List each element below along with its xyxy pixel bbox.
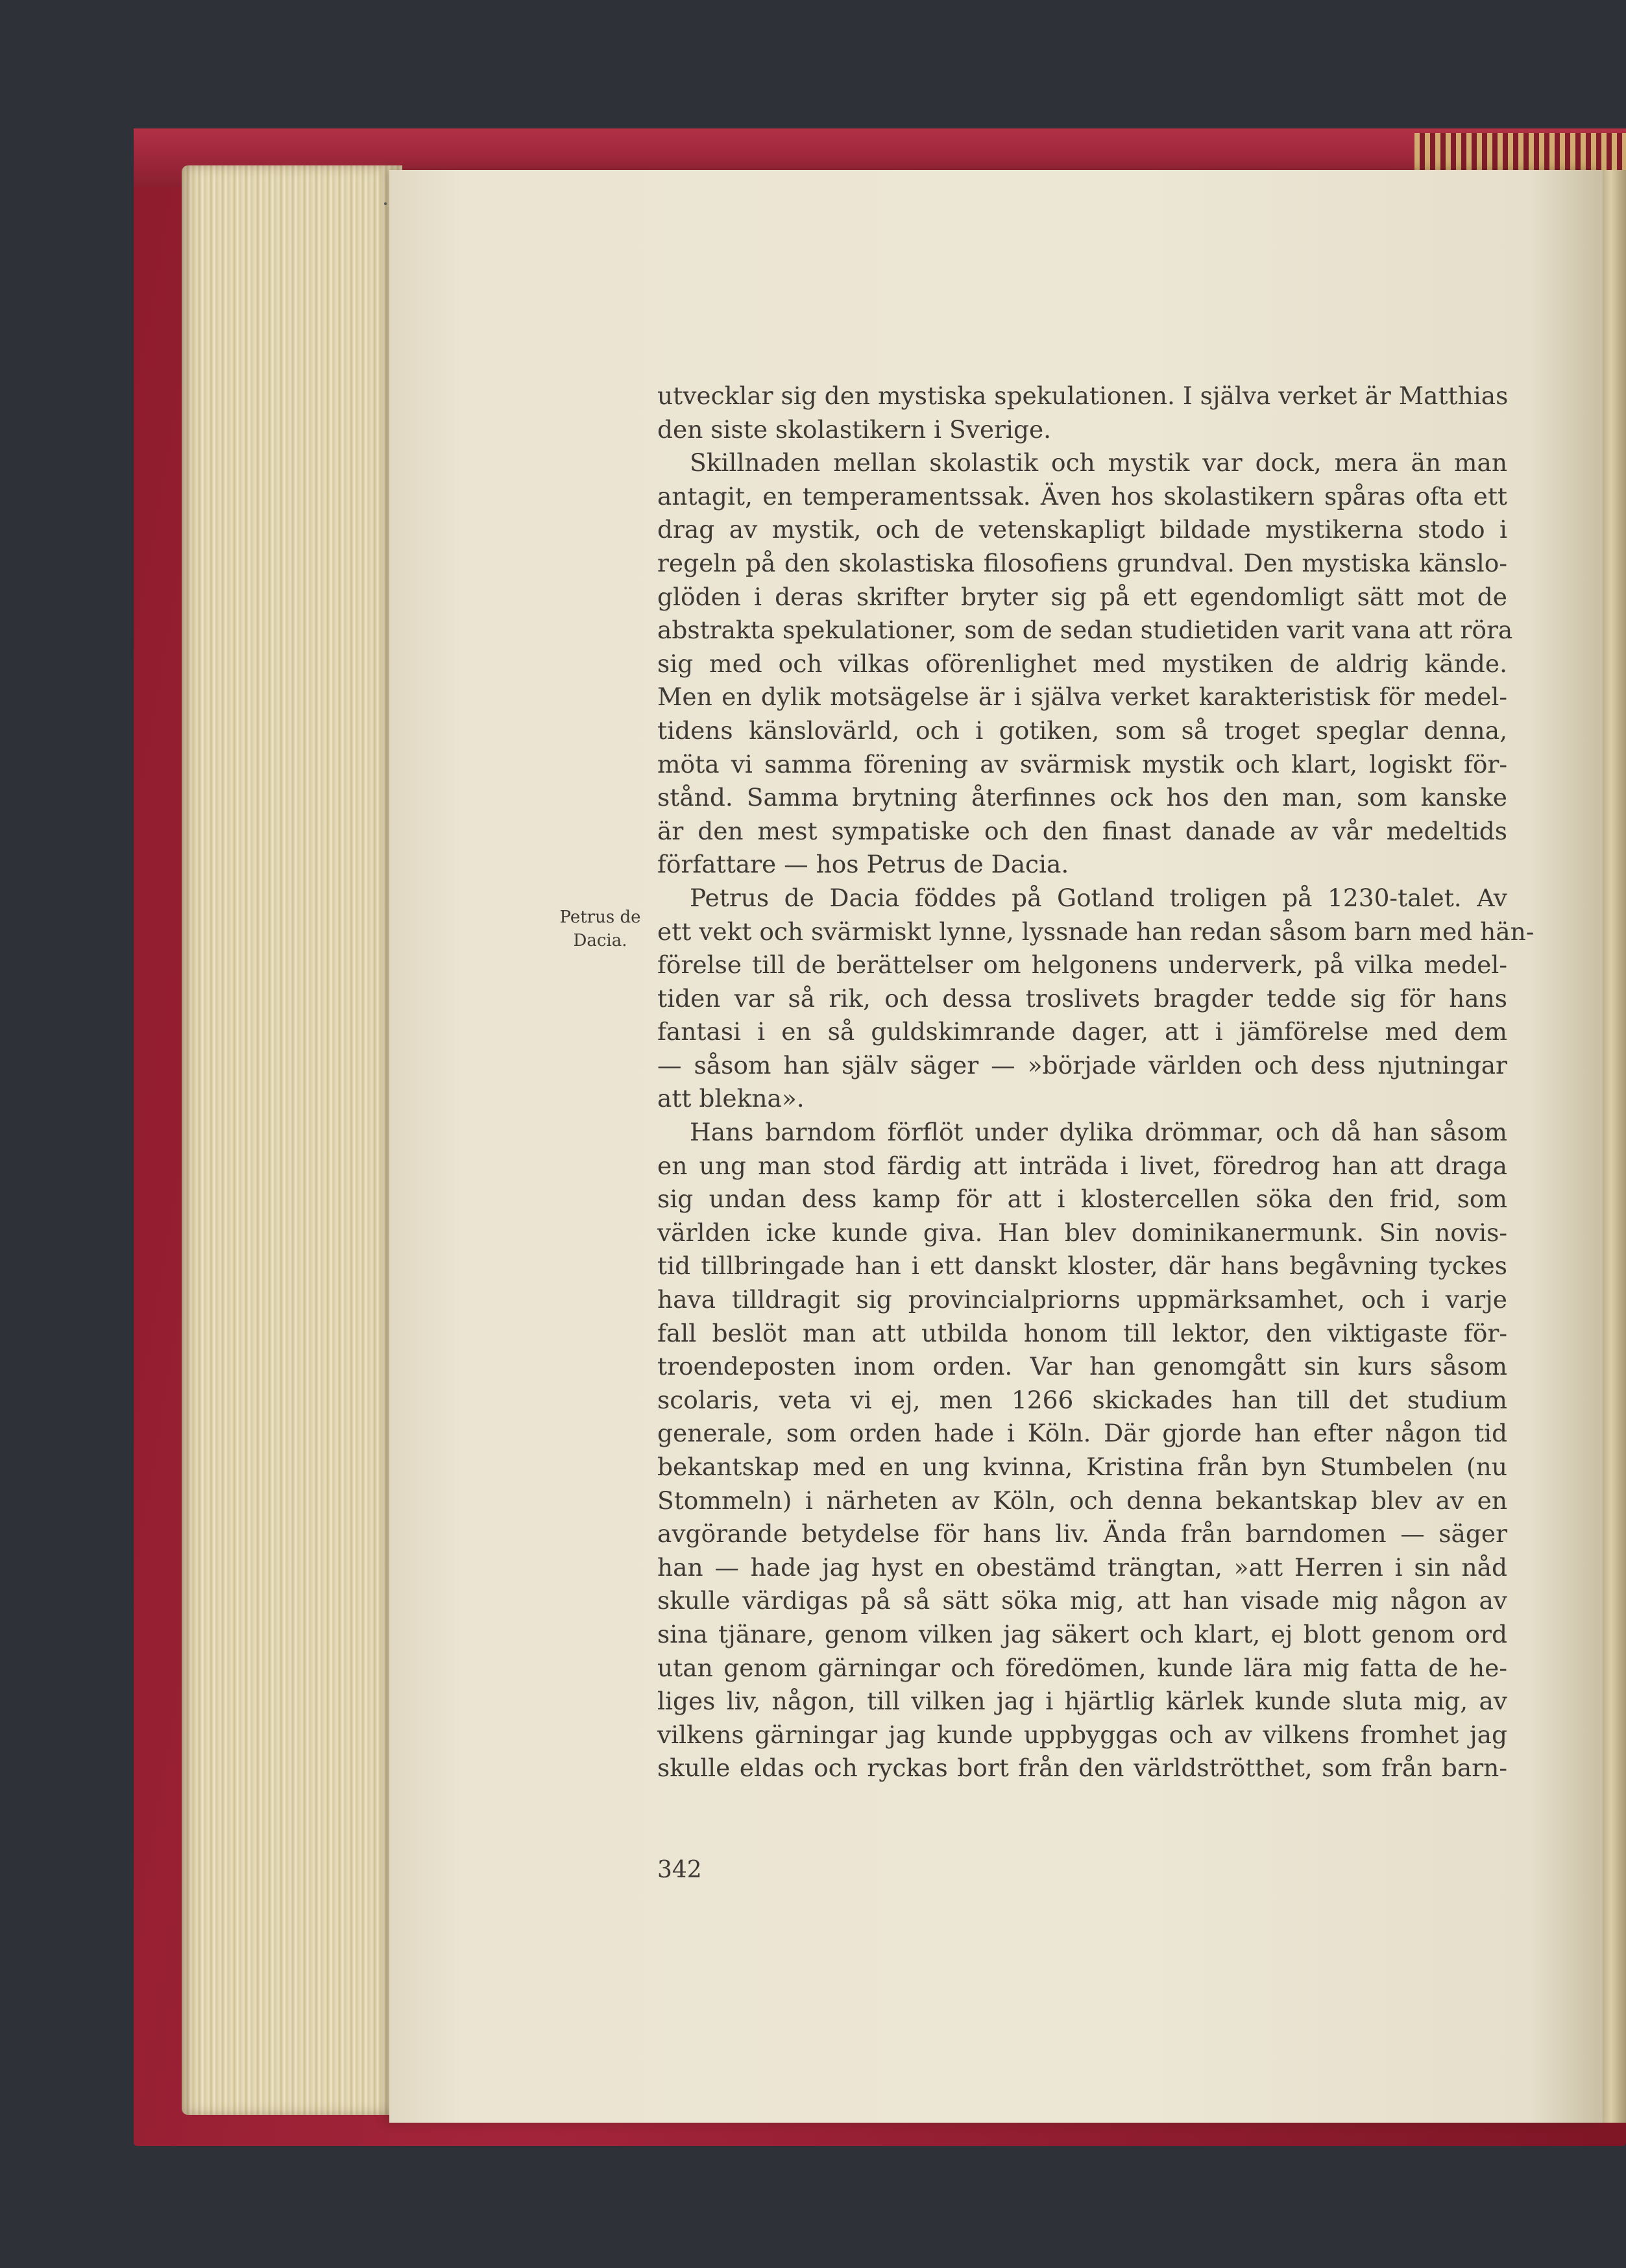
text-line: han — hade jag hyst en obestämd trängtan, »att Herren i sin nåd [657, 1552, 1507, 1582]
text-line: Petrus de Dacia föddes på Gotland troligen på 1230-talet. Av [690, 883, 1507, 912]
text-line: Hans barndom förflöt under dylika drömmar, och då han såsom [690, 1118, 1507, 1147]
text-line: tid tillbringade han i ett danskt kloster, där hans begåvning tyckes [657, 1251, 1507, 1281]
text-line: hava tilldragit sig provincialpriorns uppmärksamhet, och i varje [657, 1285, 1507, 1314]
text-line: en ung man stod färdig att inträda i livet, föredrog han att draga [657, 1151, 1507, 1180]
margin-note-line: Dacia. [573, 931, 627, 950]
page-stack [182, 165, 402, 2115]
text-line: fall beslöt man att utbilda honom till lektor, den viktigaste för- [657, 1318, 1507, 1347]
margin-note [545, 906, 655, 952]
text-line: troendeposten inom orden. Var han genomgått sin kurs såsom [657, 1352, 1507, 1381]
text-line: regeln på den skolastiska filosofiens grundval. Den mystiska känslo- [657, 548, 1507, 577]
text-line: möta vi samma förening av svärmisk mystik och klart, logiskt för- [657, 749, 1507, 778]
text-line: generale, som orden hade i Köln. Där gjorde han efter någon tid [657, 1419, 1507, 1448]
text-line: författare — hos Petrus de Dacia. [657, 850, 1069, 879]
text-line: världen icke kunde giva. Han blev dominikanermunk. Sin novis- [657, 1218, 1507, 1247]
text-line: fantasi i en så guldskimrande dager, att i jämförelse med dem [657, 1017, 1507, 1046]
text-line: abstrakta spekulationer, som de sedan studietiden varit vana att röra [657, 616, 1513, 645]
body-text [657, 380, 1535, 1785]
text-line: — såsom han själv säger — »började världen och dess njutningar [657, 1050, 1507, 1080]
text-line: liges liv, någon, till vilken jag i hjärtlig kärlek kunde sluta mig, av [657, 1687, 1507, 1716]
text-line: att blekna». [657, 1084, 805, 1113]
text-line: ett vekt och svärmiskt lynne, lyssnade han redan såsom barn med hän- [657, 917, 1535, 946]
text-line: Stommeln) i närheten av Köln, och denna bekantskap blev av en [657, 1486, 1507, 1515]
text-line: utvecklar sig den mystiska spekulationen. I själva verket är Matthias [657, 381, 1509, 410]
page-mark [384, 202, 387, 205]
text-line: skulle eldas och ryckas bort från den världströtthet, som från barn- [657, 1754, 1507, 1783]
text-line: antagit, en temperamentssak. Även hos skolastikern spåras ofta ett [657, 481, 1507, 511]
text-line: Skillnaden mellan skolastik och mystik var dock, mera än man [690, 448, 1507, 477]
text-line: sig undan dess kamp för att i klostercellen söka den frid, som [657, 1185, 1507, 1214]
text-line: scolaris, veta vi ej, men 1266 skickades han till det studium [657, 1385, 1507, 1414]
text-line: tiden var så rik, och dessa troslivets bragder tedde sig för hans [657, 983, 1507, 1013]
text-line: stånd. Samma brytning återfinnes ock hos den man, som kanske [657, 783, 1507, 812]
text-line: den siste skolastikern i Sverige. [657, 415, 1052, 444]
text-line: utan genom gärningar och föredömen, kunde lära mig fatta de he- [657, 1653, 1507, 1682]
page-number: 342 [657, 1857, 702, 1883]
text-line: vilkens gärningar jag kunde uppbyggas och av vilkens fromhet jag [657, 1720, 1507, 1749]
text-line: glöden i deras skrifter bryter sig på ett egendomligt sätt mot de [657, 582, 1507, 611]
text-line: bekantskap med en ung kvinna, Kristina från byn Stumbelen (nu [657, 1453, 1507, 1481]
text-line: sig med och vilkas oförenlighet med mystiken de aldrig kände. [657, 649, 1507, 678]
text-line: är den mest sympatiske och den finast danade av vår medeltids [657, 816, 1507, 845]
text-line: skulle värdigas på så sätt söka mig, att han visade mig någon av [657, 1586, 1507, 1615]
text-line: avgörande betydelse för hans liv. Ända från barndomen — säger [657, 1519, 1507, 1549]
text-line: tidens känslovärld, och i gotiken, som så troget speglar denna, [657, 716, 1507, 745]
text-line: sina tjänare, genom vilken jag säkert och klart, ej blott genom ord [657, 1619, 1507, 1648]
text-line: Men en dylik motsägelse är i själva verket karakteristisk för medel- [657, 682, 1507, 712]
text-line: förelse till de berättelser om helgonens underverk, på vilka medel- [657, 950, 1507, 980]
margin-note-line: Petrus de [559, 908, 641, 927]
text-line: drag av mystik, och de vetenskapligt bildade mystikerna stodo i [657, 515, 1507, 544]
headband [1414, 133, 1626, 172]
